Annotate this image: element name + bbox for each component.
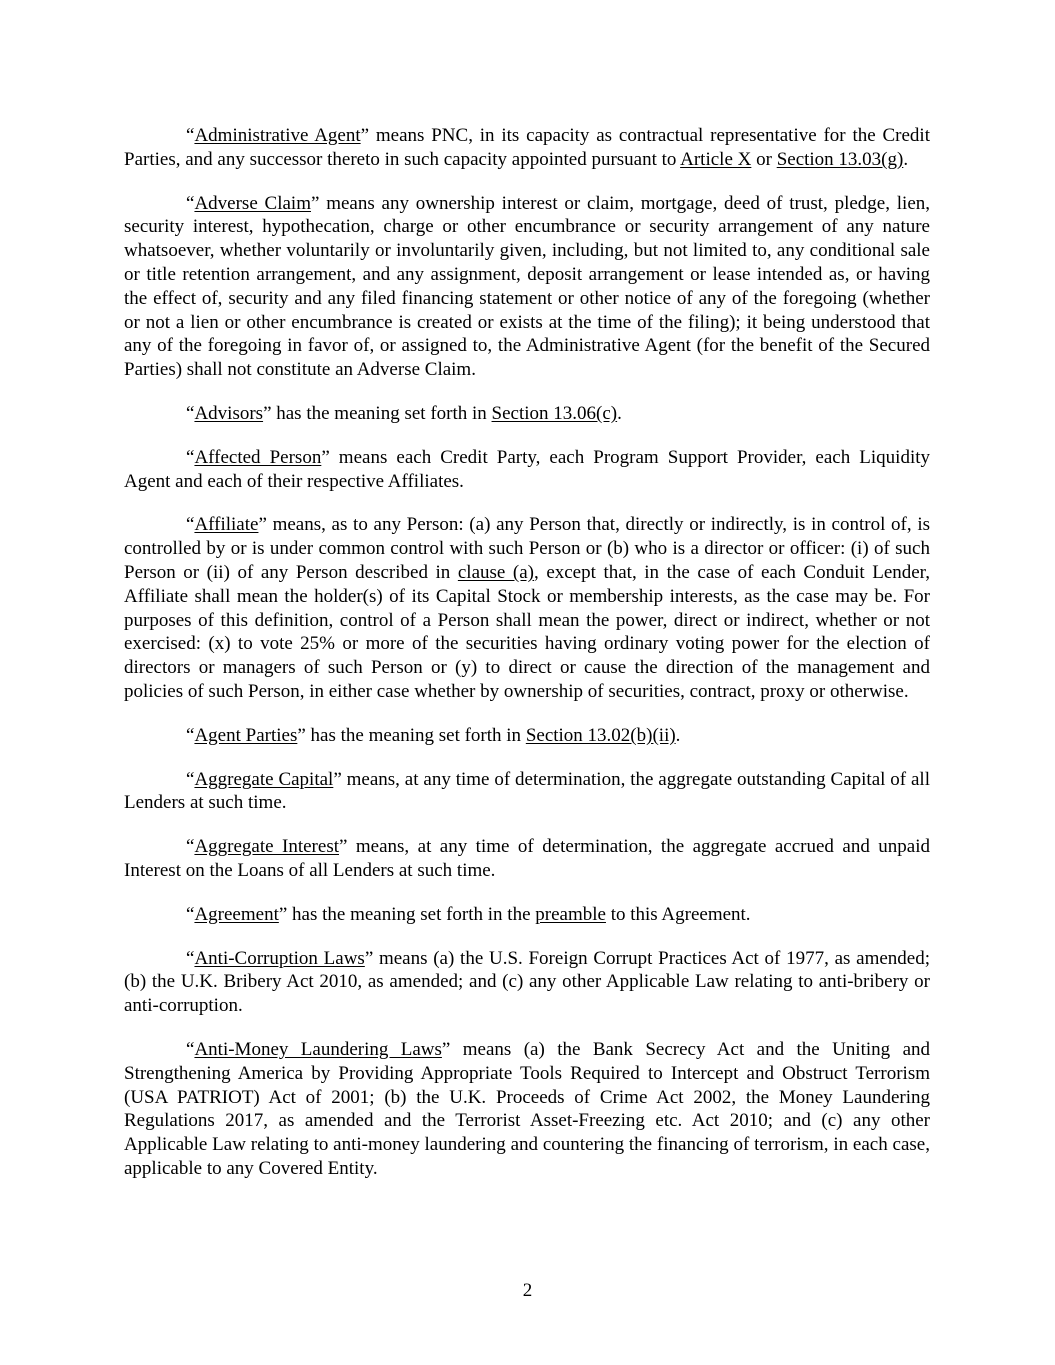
page-number: 2 bbox=[522, 1280, 533, 1301]
definition-agent-parties: “Agent Parties” has the meaning set forth in Section 13.02(b)(ii). bbox=[186, 724, 681, 746]
defined-term: Aggregate Capital bbox=[194, 768, 334, 790]
defined-term: Advisors bbox=[194, 402, 264, 424]
defined-term: Anti-Money Laundering Laws bbox=[194, 1038, 442, 1060]
defined-term: Affected Person bbox=[194, 446, 322, 468]
definition-agreement: “Agreement” has the meaning set forth in the preamble to this Agreement. bbox=[186, 903, 751, 925]
defined-term: Aggregate Interest bbox=[194, 836, 339, 858]
cross-reference: Section 13.06(c) bbox=[491, 402, 618, 424]
cross-reference: Section 13.03(g) bbox=[776, 148, 904, 170]
definition-advisors: “Advisors” has the meaning set forth in Section 13.06(c). bbox=[186, 402, 622, 424]
document-body bbox=[124, 124, 930, 1201]
definition-affected-person: “Affected Person” means each Credit Party, each Program Support Provider, each Liquidity Agent and each of their respective Affiliates. bbox=[124, 446, 931, 492]
definition-anti-money-laundering-laws: “Anti-Money Laundering Laws” means (a) the Bank Secrecy Act and the Uniting and Strengthening America by Providing Appropriate Tools Required to Intercept and Obstruct Terrorism (USA PATRIOT) Act of 2001; (b) the U.K. Proceeds of Crime Act 2002, the Money Laundering Regulations 2017, as amended and the Terrorist Asset-Freezing etc. Act 2010; and (c) any other Applicable Law relating to anti-money laundering and countering the financing of terrorism, in each case, applicable to any Covered Entity. bbox=[124, 1038, 930, 1179]
defined-term: Agreement bbox=[194, 903, 279, 925]
defined-term: Administrative Agent bbox=[194, 125, 361, 146]
definition-aggregate-interest: “Aggregate Interest” means, at any time of determination, the aggregate accrued and unpaid Interest on the Loans of all Lenders at such time. bbox=[124, 836, 930, 881]
cross-reference: preamble bbox=[535, 903, 606, 925]
definition-anti-corruption-laws: “Anti-Corruption Laws” means (a) the U.S. Foreign Corrupt Practices Act of 1977, as amended; (b) the U.K. Bribery Act 2010, as amended; and (c) any other Applicable Law relating to anti-bribery or anti-corruption. bbox=[124, 947, 930, 1017]
definition-administrative-agent: “Administrative Agent” means PNC, in its capacity as contractual representative for the Credit Parties, and any successor thereto in such capacity appointed pursuant to Article X or Section 13.03(g). bbox=[124, 125, 930, 170]
defined-term: Adverse Claim bbox=[194, 192, 311, 214]
defined-term: Agent Parties bbox=[194, 724, 298, 746]
definition-aggregate-capital: “Aggregate Capital” means, at any time of determination, the aggregate outstanding Capital of all Lenders at such time. bbox=[124, 768, 930, 814]
cross-reference: Article X bbox=[680, 148, 752, 170]
defined-term: Affiliate bbox=[194, 514, 259, 536]
cross-reference: clause (a) bbox=[457, 561, 534, 583]
defined-term: Anti-Corruption Laws bbox=[194, 947, 365, 969]
cross-reference: Section 13.02(b)(ii) bbox=[525, 724, 676, 746]
definition-affiliate: “Affiliate” means, as to any Person: (a) any Person that, directly or indirectly, is in control of, is controlled by or is under common control with such Person or (b) who is a director or officer: (i) of such Person or (ii) of any Person described in clause (a), except that, in the case of each Conduit Lender, Affiliate shall mean the holder(s) of its Capital Stock or membership interests, as the case may be. For purposes of this definition, control of a Person shall mean the power, direct or indirect, whether or not exercised: (x) to vote 25% or more of the securities having ordinary voting power for the election of directors or managers of such Person or (y) to direct or cause the direction of the management and policies of such Person, in either case whether by ownership of securities, contract, proxy or otherwise. bbox=[124, 514, 931, 702]
definition-adverse-claim: “Adverse Claim” means any ownership interest or claim, mortgage, deed of trust, pledge, lien, security interest, hypothecation, charge or other encumbrance or security arrangement of any nature whatsoever, whether voluntarily or involuntarily given, including, but not limited to, any conditional sale or title retention arrangement, and any assignment, deposit arrangement or lease intended as, or having the effect of, security and any filed financing statement or other notice of any of the foregoing (whether or not a lien or other encumbrance is created or exists at the time of the filing); it being understood that any of the foregoing in favor of, or assigned to, the Administrative Agent (for the benefit of the Secured Parties) shall not constitute an Adverse Claim. bbox=[124, 192, 930, 381]
